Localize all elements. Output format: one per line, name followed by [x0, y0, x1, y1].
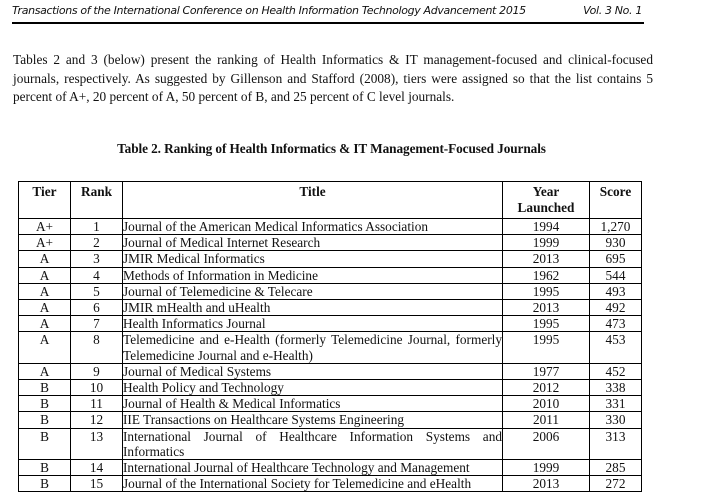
header-tier: Tier	[19, 182, 71, 219]
cell-rank: 2	[71, 235, 123, 251]
cell-title: Health Informatics Journal	[123, 316, 503, 332]
cell-title: Journal of Medical Internet Research	[123, 235, 503, 251]
cell-tier: B	[19, 396, 71, 412]
header-rank: Rank	[71, 182, 123, 219]
cell-score: 313	[590, 428, 642, 459]
cell-score: 492	[590, 300, 642, 316]
cell-title: International Journal of Healthcare Information Systems and Informatics	[123, 428, 502, 459]
cell-rank: 3	[71, 251, 123, 267]
table-row	[19, 396, 642, 412]
header-score: Score	[590, 182, 642, 219]
cell-rank: 10	[71, 380, 123, 396]
cell-rank: 6	[71, 300, 123, 316]
cell-tier: B	[19, 412, 71, 428]
cell-rank: 5	[71, 283, 123, 299]
cell-score: 695	[590, 251, 642, 267]
cell-tier: A	[19, 300, 71, 316]
table-row	[19, 412, 642, 428]
cell-score: 331	[590, 396, 642, 412]
cell-tier: A	[19, 267, 71, 283]
cell-score: 452	[590, 363, 642, 379]
cell-title: Journal of the American Medical Informatics Association	[123, 219, 503, 235]
journal-ranking-table	[18, 181, 642, 492]
cell-year-launched: 2012	[503, 380, 590, 396]
header-rule	[12, 22, 644, 24]
table-row	[19, 380, 642, 396]
cell-year-launched: 2013	[503, 251, 590, 267]
table-row	[19, 251, 642, 267]
cell-tier: A	[19, 316, 71, 332]
cell-year-launched: 1999	[503, 460, 590, 476]
cell-tier: A+	[19, 235, 71, 251]
table-row	[19, 283, 642, 299]
cell-score: 1,270	[590, 219, 642, 235]
cell-title: Telemedicine and e-Health (formerly Telemedicine Journal, formerly Telemedicine Journal and e-Health)	[123, 332, 502, 363]
cell-rank: 11	[71, 396, 123, 412]
cell-rank: 7	[71, 316, 123, 332]
header-title: Title	[123, 182, 503, 219]
cell-tier: B	[19, 460, 71, 476]
intro-paragraph: Tables 2 and 3 (below) present the ranking of Health Informatics & IT management-focused and clinical-focused journals, respectively. As suggested by Gillenson and Stafford (2008), tiers were assigned so that the list contains 5 percent of A+, 20 percent of A, 50 percent of B, and 25 percent of C level journals.	[13, 52, 653, 105]
table-row	[19, 316, 642, 332]
cell-year-launched: 2011	[503, 412, 590, 428]
cell-title: Journal of Telemedicine & Telecare	[123, 283, 503, 299]
table-row	[19, 300, 642, 316]
cell-score: 493	[590, 283, 642, 299]
cell-year-launched: 2013	[503, 300, 590, 316]
cell-rank: 13	[71, 428, 123, 459]
cell-score: 272	[590, 476, 642, 492]
cell-rank: 12	[71, 412, 123, 428]
cell-tier: A	[19, 283, 71, 299]
table-row	[19, 476, 642, 492]
cell-score: 330	[590, 412, 642, 428]
cell-tier: A+	[19, 219, 71, 235]
cell-rank: 9	[71, 363, 123, 379]
header-year-text: Year Launched	[517, 184, 575, 215]
cell-year-launched: 2006	[503, 428, 590, 459]
cell-title: Journal of the International Society for Telemedicine and eHealth	[123, 476, 503, 492]
table-row	[19, 428, 642, 459]
running-head-journal: Transactions of the International Conference on Health Information Technology Advancement 2015	[12, 4, 526, 17]
cell-rank: 1	[71, 219, 123, 235]
cell-tier: B	[19, 476, 71, 492]
cell-year-launched: 1995	[503, 332, 590, 363]
cell-year-launched: 2010	[503, 396, 590, 412]
table-row	[19, 267, 642, 283]
cell-year-launched: 1977	[503, 363, 590, 379]
cell-title: Journal of Health & Medical Informatics	[123, 396, 503, 412]
cell-year-launched: 1962	[503, 267, 590, 283]
table-row	[19, 219, 642, 235]
cell-year-launched: 1995	[503, 316, 590, 332]
cell-score: 453	[590, 332, 642, 363]
cell-tier: B	[19, 380, 71, 396]
table-caption: Table 2. Ranking of Health Informatics & IT Management-Focused Journals	[117, 141, 546, 156]
cell-title: Health Policy and Technology	[123, 380, 503, 396]
cell-score: 544	[590, 267, 642, 283]
table-row	[19, 235, 642, 251]
cell-year-launched: 2013	[503, 476, 590, 492]
cell-rank: 14	[71, 460, 123, 476]
header-year-launched	[503, 182, 590, 219]
cell-year-launched: 1999	[503, 235, 590, 251]
cell-score: 285	[590, 460, 642, 476]
cell-tier: B	[19, 428, 71, 459]
cell-title: IIE Transactions on Healthcare Systems Engineering	[123, 412, 503, 428]
cell-year-launched: 1994	[503, 219, 590, 235]
cell-rank: 15	[71, 476, 123, 492]
table-row	[19, 460, 642, 476]
cell-tier: A	[19, 251, 71, 267]
cell-title: Journal of Medical Systems	[123, 363, 503, 379]
cell-score: 338	[590, 380, 642, 396]
cell-title: JMIR Medical Informatics	[123, 251, 503, 267]
cell-title: JMIR mHealth and uHealth	[123, 300, 503, 316]
cell-score: 473	[590, 316, 642, 332]
cell-title: Methods of Information in Medicine	[123, 267, 503, 283]
cell-year-launched: 1995	[503, 283, 590, 299]
running-head-volume: Vol. 3 No. 1	[583, 4, 642, 17]
cell-rank: 4	[71, 267, 123, 283]
cell-tier: A	[19, 332, 71, 363]
table-row	[19, 332, 642, 363]
cell-rank: 8	[71, 332, 123, 363]
table-row	[19, 363, 642, 379]
table-body	[19, 219, 642, 492]
cell-tier: A	[19, 363, 71, 379]
cell-title: International Journal of Healthcare Technology and Management	[123, 460, 503, 476]
cell-score: 930	[590, 235, 642, 251]
table-header-row	[19, 182, 642, 219]
